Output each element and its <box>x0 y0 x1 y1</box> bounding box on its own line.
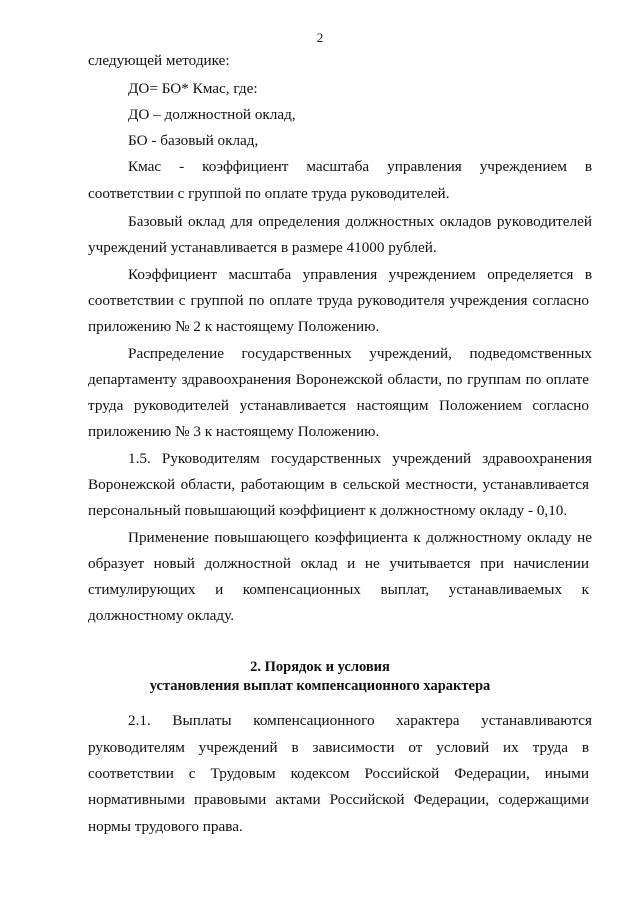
text-line: нормативными правовыми актами Российской Федерации, содержащими <box>88 791 589 808</box>
text-line: учреждений устанавливается в размере 41000 рублей. <box>88 239 437 256</box>
text-line: соответствии с группой по оплате труда руководителя учреждения согласно <box>88 292 589 309</box>
text-line: Кмас - коэффициент масштаба управления учреждением в <box>128 158 592 175</box>
text-line: руководителям учреждений в зависимости от условий их труда в <box>88 739 589 756</box>
text-line: нормы трудового права. <box>88 818 243 835</box>
section-heading-line-1: 2. Порядок и условия <box>250 659 390 675</box>
text-line: Базовый оклад для определения должностных окладов руководителей <box>128 213 592 230</box>
text-line: 1.5. Руководителям государственных учреждений здравоохранения <box>128 450 592 467</box>
text-line: Воронежской области, работающим в сельской местности, устанавливается <box>88 476 589 493</box>
text-line: приложению № 3 к настоящему Положению. <box>88 423 380 440</box>
text-line: ДО – должностной оклад, <box>128 106 296 123</box>
text-line: Коэффициент масштаба управления учреждением определяется в <box>128 266 592 283</box>
text-line: департаменту здравоохранения Воронежской области, по группам по оплате <box>88 371 589 388</box>
section-heading-line-2: установления выплат компенсационного характера <box>149 678 491 694</box>
text-line: персональный повышающий коэффициент к должностному окладу - 0,10. <box>88 502 568 519</box>
text-line: труда руководителей устанавливается настоящим Положением согласно <box>88 397 589 414</box>
text-line: следующей методике: <box>88 52 230 69</box>
page-number: 2 <box>316 30 324 45</box>
text-line: соответствии с Трудовым кодексом Российской Федерации, иными <box>88 765 589 782</box>
text-line: образует новый должностной оклад и не учитывается при начислении <box>88 555 589 572</box>
text-line: 2.1. Выплаты компенсационного характера устанавливаются <box>128 712 592 729</box>
text-line: Применение повышающего коэффициента к должностному окладу не <box>128 529 592 546</box>
text-line: должностному окладу. <box>88 607 234 624</box>
formula-line: ДО= БО* Кмас, где: <box>128 80 258 97</box>
text-line: стимулирующих и компенсационных выплат, устанавливаемых к <box>88 581 589 598</box>
text-line: БО - базовый оклад, <box>128 132 259 149</box>
text-line: соответствии с группой по оплате труда руководителей. <box>88 185 450 202</box>
text-line: приложению № 2 к настоящему Положению. <box>88 318 380 335</box>
text-line: Распределение государственных учреждений, подведомственных <box>128 345 592 362</box>
